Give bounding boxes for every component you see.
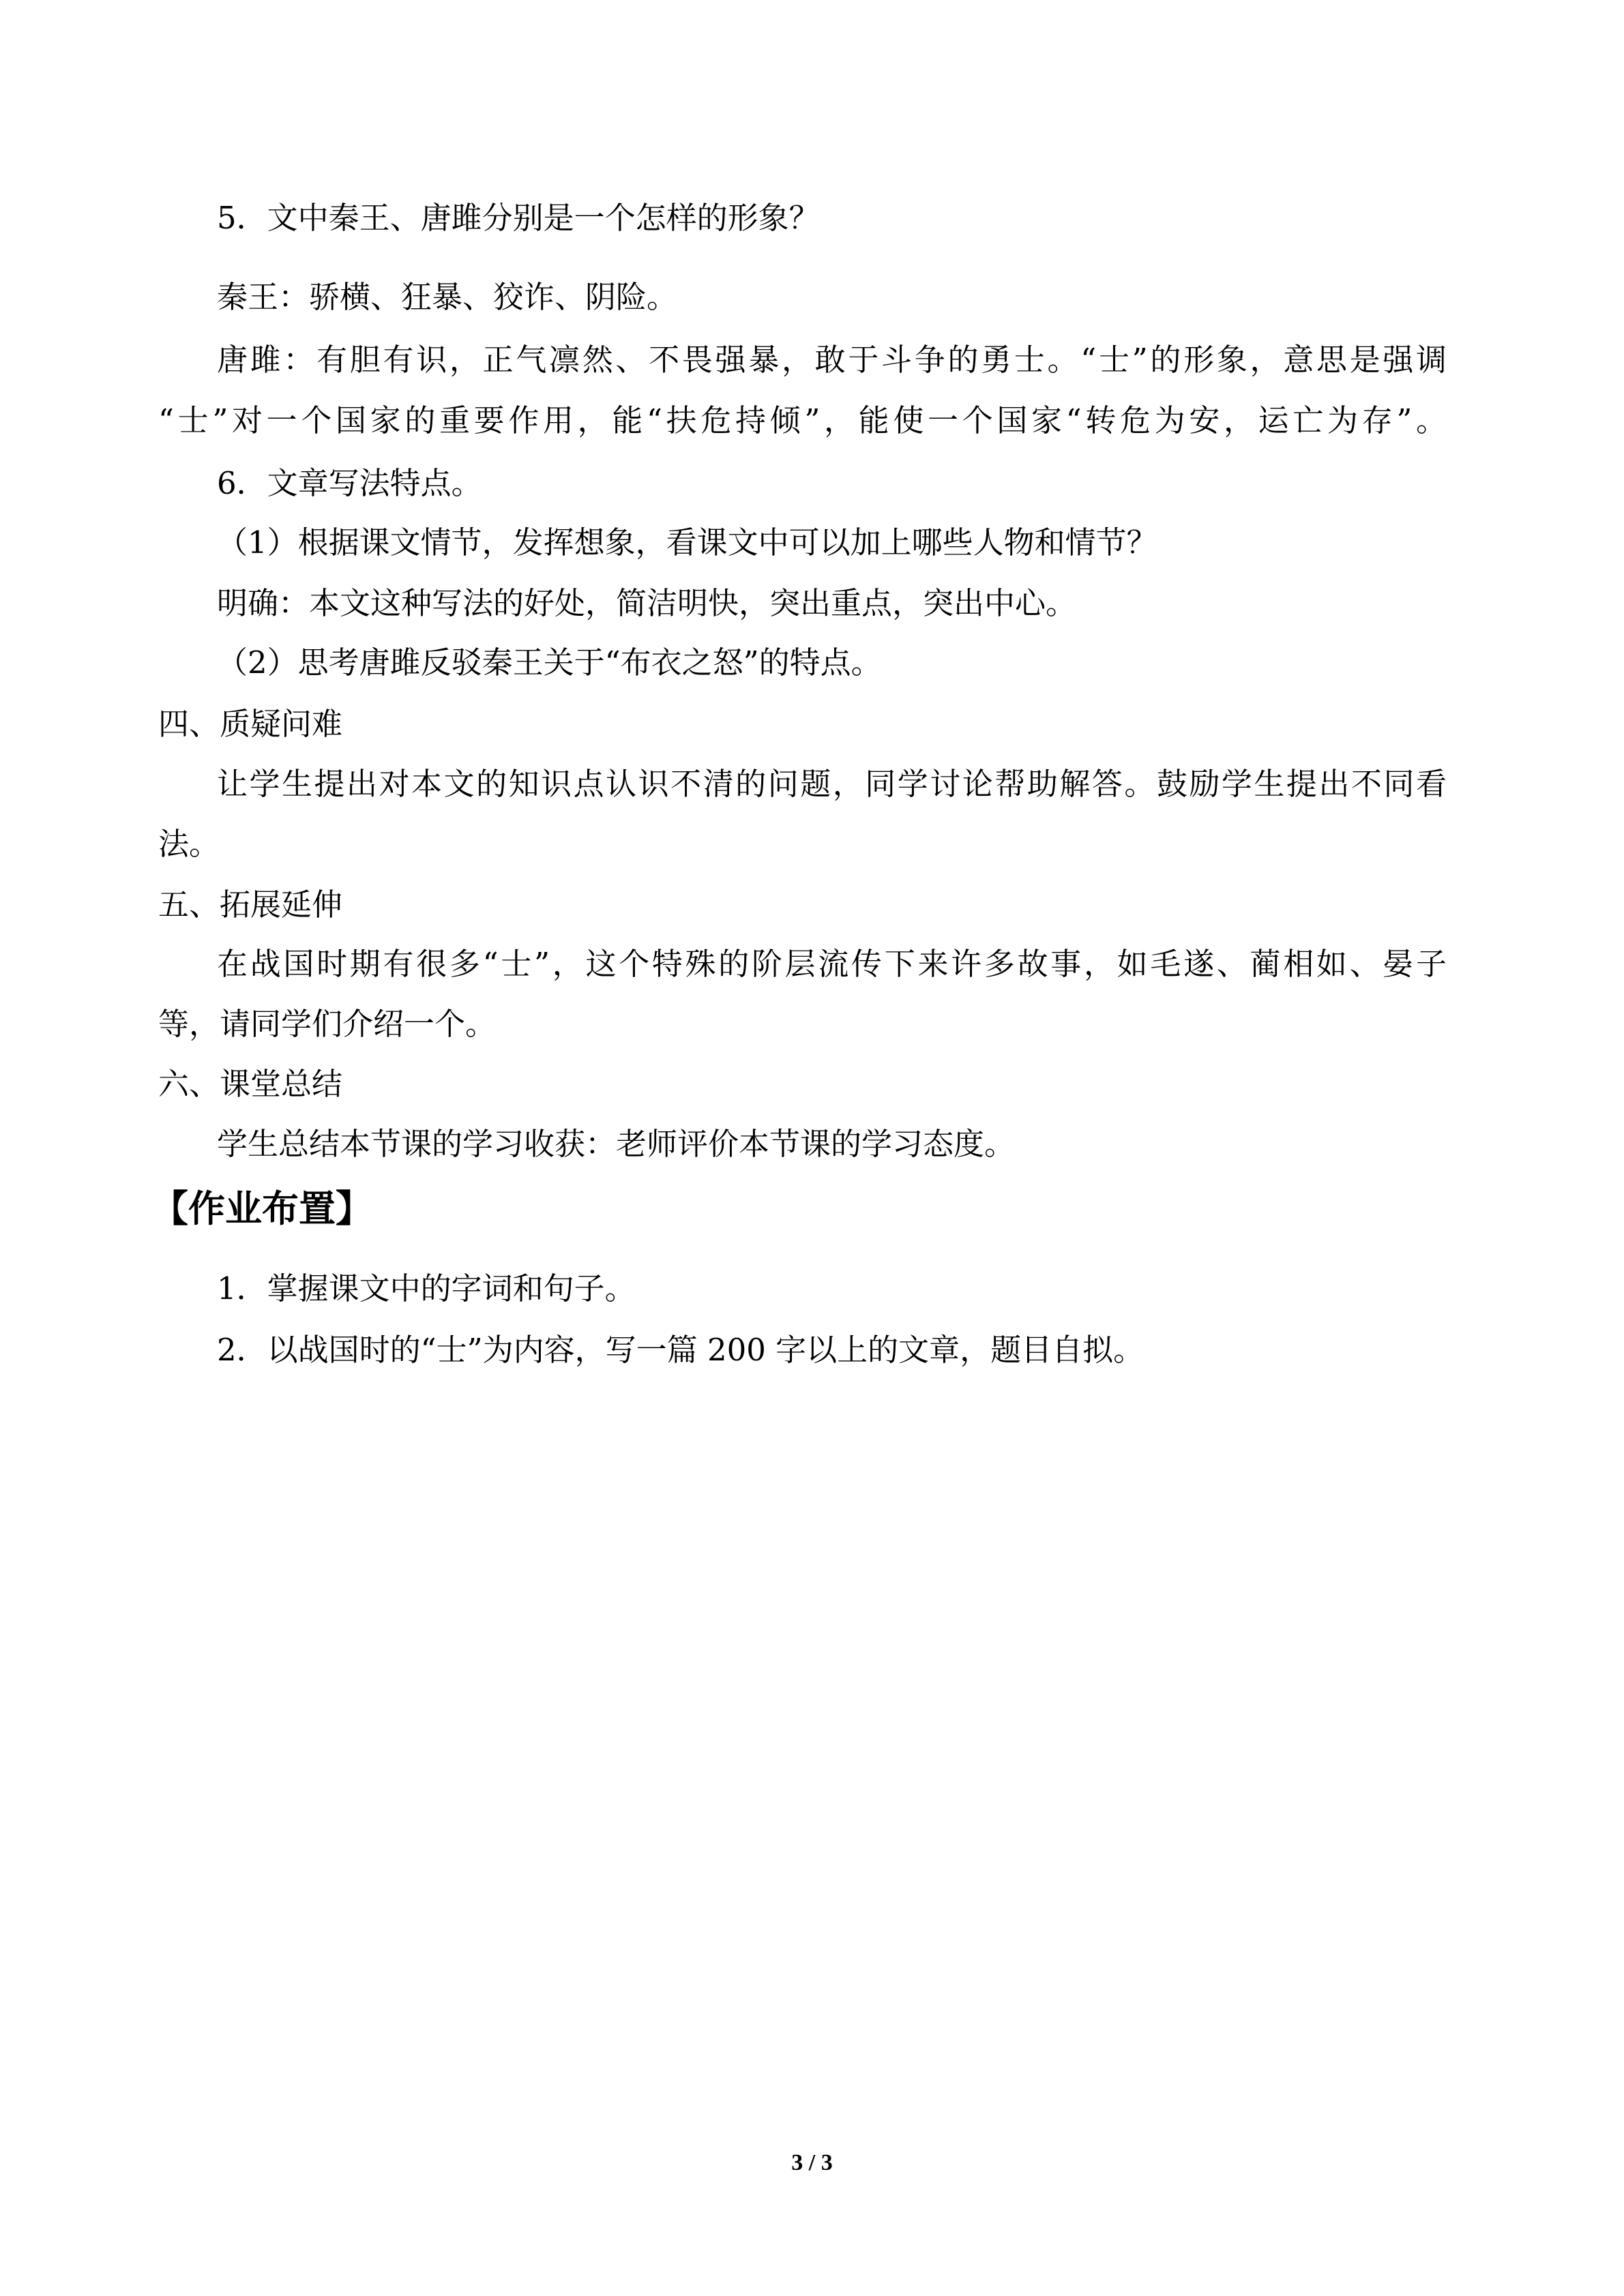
section-5-line-2: 等，请同学们介绍一个。 bbox=[158, 1006, 497, 1042]
question-6-sub-2: （2）思考唐雎反驳秦王关于“布衣之怒”的特点。 bbox=[217, 644, 882, 681]
question-6-sub-1: （1）根据课文情节，发挥想象，看课文中可以加上哪些人物和情节？ bbox=[217, 524, 1157, 561]
question-5-title: 5．文中秦王、唐雎分别是一个怎样的形象？ bbox=[217, 200, 820, 236]
section-5-title: 五、拓展延伸 bbox=[158, 886, 343, 923]
page-number: 3 / 3 bbox=[791, 2150, 833, 2175]
question-5-tang-answer-line1: 唐雎：有胆有识，正气凛然、不畏强暴，敢于斗争的勇士。“士”的形象，意思是强调 bbox=[217, 342, 1447, 378]
section-5-line-1: 在战国时期有很多“士”，这个特殊的阶层流传下来许多故事，如毛遂、蔺相如、晏子 bbox=[217, 946, 1447, 982]
homework-item-2: 2．以战国时的“士”为内容，写一篇 200 字以上的文章，题目自拟。 bbox=[217, 1332, 1145, 1368]
section-4-line-2: 法。 bbox=[158, 826, 220, 862]
question-5-qin-answer: 秦王：骄横、狂暴、狡诈、阴险。 bbox=[217, 279, 678, 315]
homework-item-1: 1．掌握课文中的字词和句子。 bbox=[217, 1270, 636, 1307]
section-4-title: 四、质疑问难 bbox=[158, 706, 343, 742]
question-6-answer: 明确：本文这种写法的好处，简洁明快，突出重点，突出中心。 bbox=[217, 585, 1077, 621]
homework-heading: 【作业布置】 bbox=[151, 1187, 372, 1230]
section-6-line-1: 学生总结本节课的学习收获：老师评价本节课的学习态度。 bbox=[217, 1126, 1016, 1162]
section-4-line-1: 让学生提出对本文的知识点认识不清的问题，同学讨论帮助解答。鼓励学生提出不同看 bbox=[217, 766, 1447, 802]
question-6-title: 6．文章写法特点。 bbox=[217, 465, 482, 501]
section-6-title: 六、课堂总结 bbox=[158, 1066, 343, 1102]
question-5-tang-answer-line2: “士”对一个国家的重要作用，能“扶危持倾”，能使一个国家“转危为安，运亡为存”。 bbox=[158, 402, 1447, 438]
